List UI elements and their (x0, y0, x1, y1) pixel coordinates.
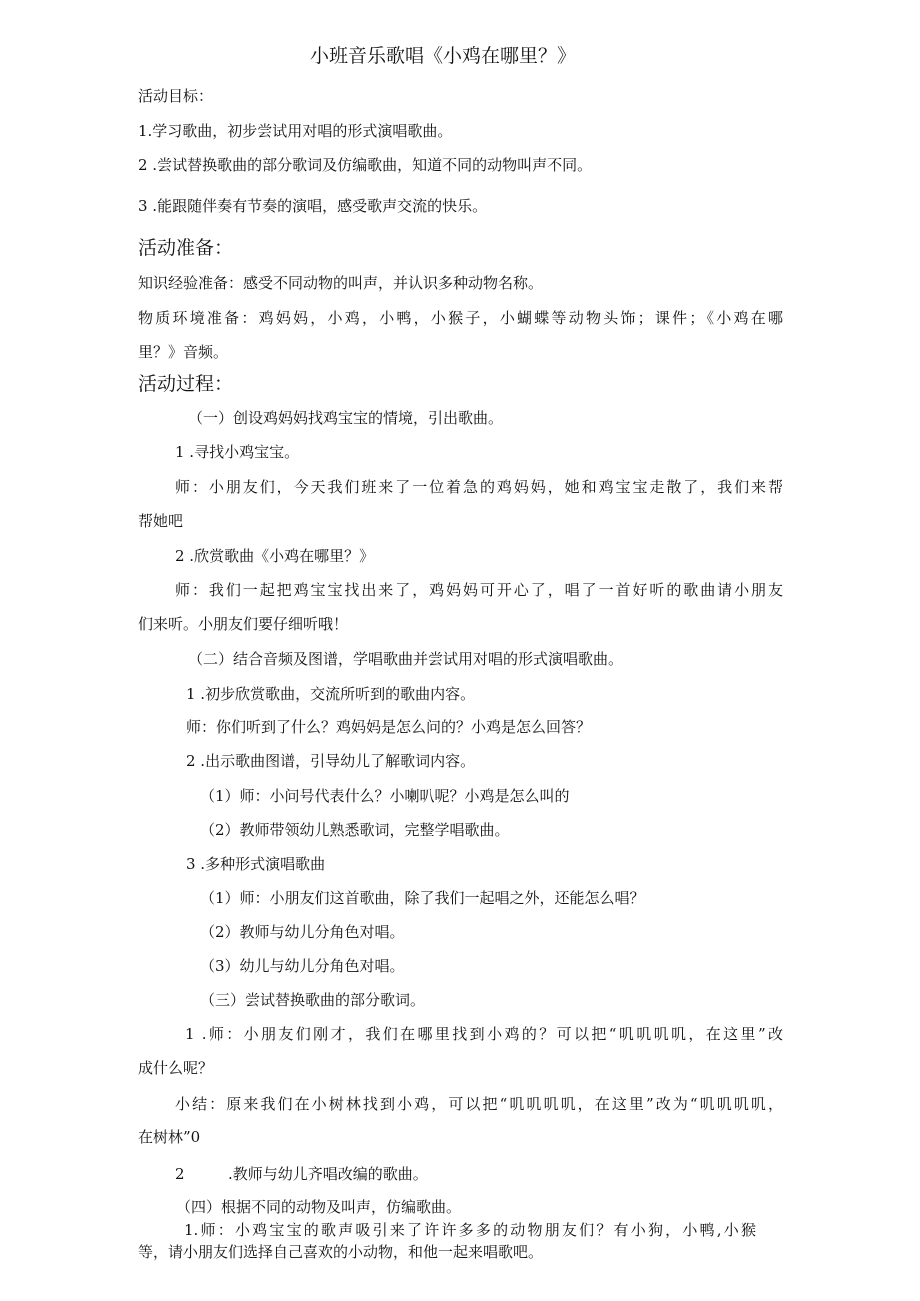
part2-step3-a: （1）师：小朋友们这首歌曲，除了我们一起唱之外，还能怎么唱？ (200, 889, 645, 907)
part4-step1-line-2: 等，请小朋友们选择自己喜欢的小动物，和他一起来唱歌吧。 (138, 1243, 544, 1261)
part3-summary-line-1: 小结：原来我们在小树林找到小鸡，可以把“叽叽叽叽，在这里”改为“叽叽叽叽， (175, 1095, 783, 1113)
goal-item-1: 1.学习歌曲，初步尝试用对唱的形式演唱歌曲。 (138, 122, 453, 140)
part2-title: （二）结合音频及图谱，学唱歌曲并尝试用对唱的形式演唱歌曲。 (188, 650, 624, 668)
part1-step2-text-line-2: 们来听。小朋友们要仔细听哦！ (138, 615, 349, 633)
part1-step2-text-line-1: 师：我们一起把鸡宝宝找出来了，鸡妈妈可开心了，唱了一首好听的歌曲请小朋友 (175, 581, 783, 599)
part1-step1-text-line-1: 师：小朋友们，今天我们班来了一位着急的鸡妈妈，她和鸡宝宝走散了，我们来帮 (175, 478, 783, 496)
material-preparation-line-2: 里？》音频。 (138, 343, 229, 361)
part1-step1: 1 .寻找小鸡宝宝。 (175, 443, 300, 461)
part3-summary-line-2: 在树林”0 (138, 1128, 201, 1146)
process-heading: 活动过程： (138, 373, 234, 395)
part1-title: （一）创设鸡妈妈找鸡宝宝的情境，引出歌曲。 (188, 409, 504, 427)
knowledge-preparation: 知识经验准备：感受不同动物的叫声，并认识多种动物名称。 (138, 274, 544, 292)
preparation-heading: 活动准备： (138, 237, 234, 259)
goals-heading: 活动目标： (138, 87, 214, 105)
part3-step1-line-1: 1 .师：小朋友们刚才，我们在哪里找到小鸡的？可以把“叽叽叽叽，在这里”改 (185, 1025, 783, 1043)
part4-title: （四）根据不同的动物及叫声，仿编歌曲。 (176, 1198, 462, 1216)
part3-step2-number: 2 (175, 1165, 185, 1183)
part2-step3-c: （3）幼儿与幼儿分角色对唱。 (200, 957, 405, 975)
part2-step1-text: 师：你们听到了什么？鸡妈妈是怎么问的？小鸡是怎么回答？ (186, 718, 592, 736)
part2-step2-b: （2）教师带领幼儿熟悉歌词，完整学唱歌曲。 (200, 821, 510, 839)
material-preparation-line-1: 物质环境准备：鸡妈妈，小鸡，小鸭，小猴子，小蝴蝶等动物头饰；课件；《小鸡在哪 (138, 309, 783, 327)
part1-step2: 2 .欣赏歌曲《小鸡在哪里？》 (175, 547, 375, 565)
page-title: 小班音乐歌唱《小鸡在哪里？》 (310, 45, 577, 67)
part1-step1-text-line-2: 帮她吧 (138, 512, 184, 530)
part2-step2: 2 .出示歌曲图谱，引导幼儿了解歌词内容。 (186, 752, 476, 770)
part3-step1-line-2: 成什么呢？ (138, 1059, 214, 1077)
goal-item-3: 3 .能跟随伴奏有节奏的演唱，感受歌声交流的快乐。 (138, 197, 488, 215)
part2-step2-a: （1）师：小问号代表什么？小喇叭呢？小鸡是怎么叫的 (200, 787, 570, 805)
part3-step2-text: .教师与幼儿齐唱改编的歌曲。 (228, 1165, 428, 1183)
part4-step1-line-1: 1.师：小鸡宝宝的歌声吸引来了许许多多的动物朋友们？有小狗，小鸭,小猴 (184, 1221, 756, 1239)
goal-item-2: 2 .尝试替换歌曲的部分歌词及仿编歌曲，知道不同的动物叫声不同。 (138, 156, 593, 174)
part2-step3-b: （2）教师与幼儿分角色对唱。 (200, 923, 405, 941)
part2-step1: 1 .初步欣赏歌曲，交流所听到的歌曲内容。 (186, 685, 476, 703)
part3-title: （三）尝试替换歌曲的部分歌词。 (200, 991, 426, 1009)
part2-step3: 3 .多种形式演唱歌曲 (186, 855, 326, 873)
